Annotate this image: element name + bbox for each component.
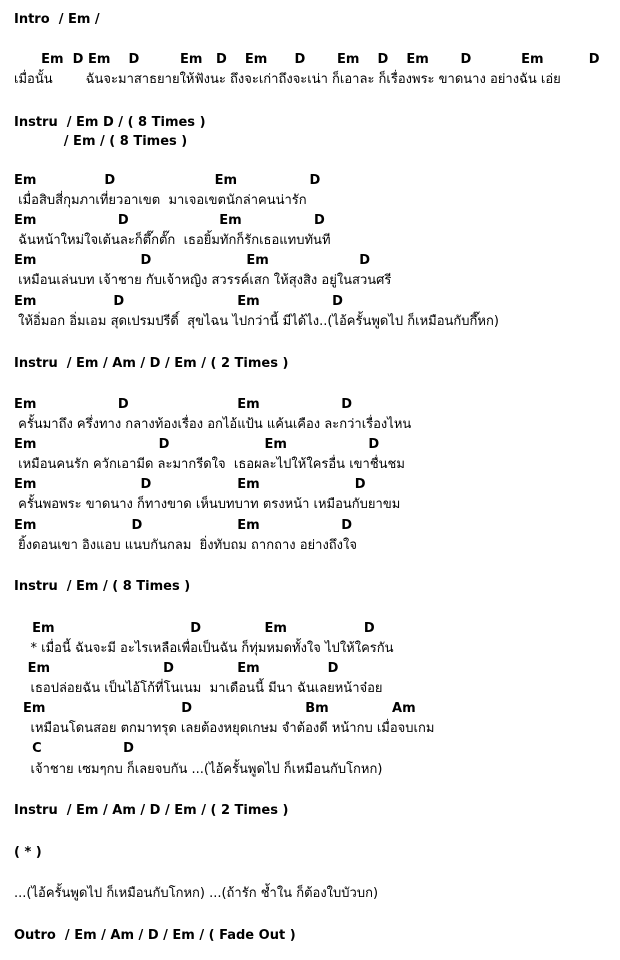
chord-line: Em D Em D: [14, 294, 343, 309]
lyric-line: เหมือนเล่นบท เจ้าชาย กับเจ้าหญิง สวรรค์เสก ให้สุงสิง อยู่ในสวนศรี: [14, 273, 392, 288]
chord-line: Em D Em D: [14, 437, 380, 452]
chorus-lyric-line: เธอปล่อยฉัน เป็นไอ้โก้ที่โนเนม มาเดือนนี้ มีนา ฉันเลยหน้าจ๋อย: [14, 681, 383, 696]
instrumental-line: Instru / Em / Am / D / Em / ( 2 Times ): [14, 803, 289, 818]
chord-line: Em D Em D: [14, 661, 339, 676]
chord-line: Em D Em D: [14, 621, 375, 636]
tag-lyric-line: ...(ไอ้ครั้นพูดไป ก็เหมือนกับโกหก) ...(ถ้ารัก ช้ำใน ก็ต้องใบบัวบก): [14, 886, 379, 901]
chord-line: Em D Em D: [14, 213, 325, 228]
intro-line: Intro / Em /: [14, 12, 100, 27]
lyric-line: เมื่อนั้น ฉันจะมาสาธยายให้ฟังนะ ถึงจะเก่าถึงจะเน่า ก็เอาละ ก็เรื่องพระ ขาดนาง อย่างฉัน เอ่ย: [14, 72, 561, 87]
instrumental-line: Instru / Em / Am / D / Em / ( 2 Times ): [14, 356, 289, 371]
lyric-line: ฉันหน้าใหม่ใจเต้นละก็ตึ๊กตั๊ก เธอยิ้มทักก็รักเธอแทบทันที: [14, 233, 331, 248]
chord-line: Em D Em D: [14, 477, 366, 492]
instrumental-line: Instru / Em D / ( 8 Times ): [14, 115, 206, 130]
instrumental-line: / Em / ( 8 Times ): [14, 134, 188, 149]
chorus-repeat-marker: ( * ): [14, 845, 42, 860]
lyric-line: ครั้นมาถึง ครึ่งทาง กลางท้องเรื่อง อกไอ้แป้น แค้นเคือง ละกว่าเรื่องไหน: [14, 417, 412, 432]
chorus-lyric-line: เหมือนโดนสอย ตกมาทรุด เลยต้องหยุดเกษม จำต้องดี หน้ากบ เมื่อจบเกม: [14, 721, 435, 736]
lyric-line: เหมือนคนรัก ควักเอามีด ละมากรีดใจ เธอผละไปให้ใครอื่น เขาชื่นชม: [14, 457, 405, 472]
chord-line: C D: [14, 741, 134, 756]
chord-line: Em D Em D Em D Em D Em D Em D Em D: [14, 52, 600, 67]
outro-line: Outro / Em / Am / D / Em / ( Fade Out ): [14, 928, 296, 943]
chord-line: Em D Bm Am: [14, 701, 416, 716]
lyric-line: ครั้นพอพระ ขาดนาง ก็ทางขาด เห็นบทบาท ตรงหน้า เหมือนกับยาขม: [14, 497, 401, 512]
chord-line: Em D Em D: [14, 518, 352, 533]
chord-line: Em D Em D: [14, 173, 321, 188]
chord-line: Em D Em D: [14, 397, 352, 412]
chorus-lyric-line: เจ้าชาย เซมๆกบ ก็เลยจบกัน ...(ไอ้ครั้นพูดไป ก็เหมือนกับโกหก): [14, 762, 383, 777]
lyric-line: ยิ้งดอนเขา อิงแอบ แนบกันกลม ยิ่งทับถม ถากถาง อย่างถึงใจ: [14, 538, 357, 553]
lyric-line: เมื่อสิบสี่กุมภาเที่ยวอาเขต มาเจอเขตนักล่าคนน่ารัก: [14, 193, 307, 208]
instrumental-line: Instru / Em / ( 8 Times ): [14, 579, 191, 594]
lyric-line: ให้อิ่มอก อิ่มเอม สุดเปรมปรีดิ์ สุขไฉน ไปกว่านี้ มีได้ไง..(ไอ้ครั้นพูดไป ก็เหมือนกับกึ๊หก): [14, 314, 499, 329]
chord-line: Em D Em D: [14, 253, 371, 268]
chorus-lyric-line: * เมื่อนี้ ฉันจะมี อะไรเหลือเพื่อเป็นฉัน ก็ทุ่มหมดทั้งใจ ไปให้ใครกัน: [14, 641, 394, 656]
